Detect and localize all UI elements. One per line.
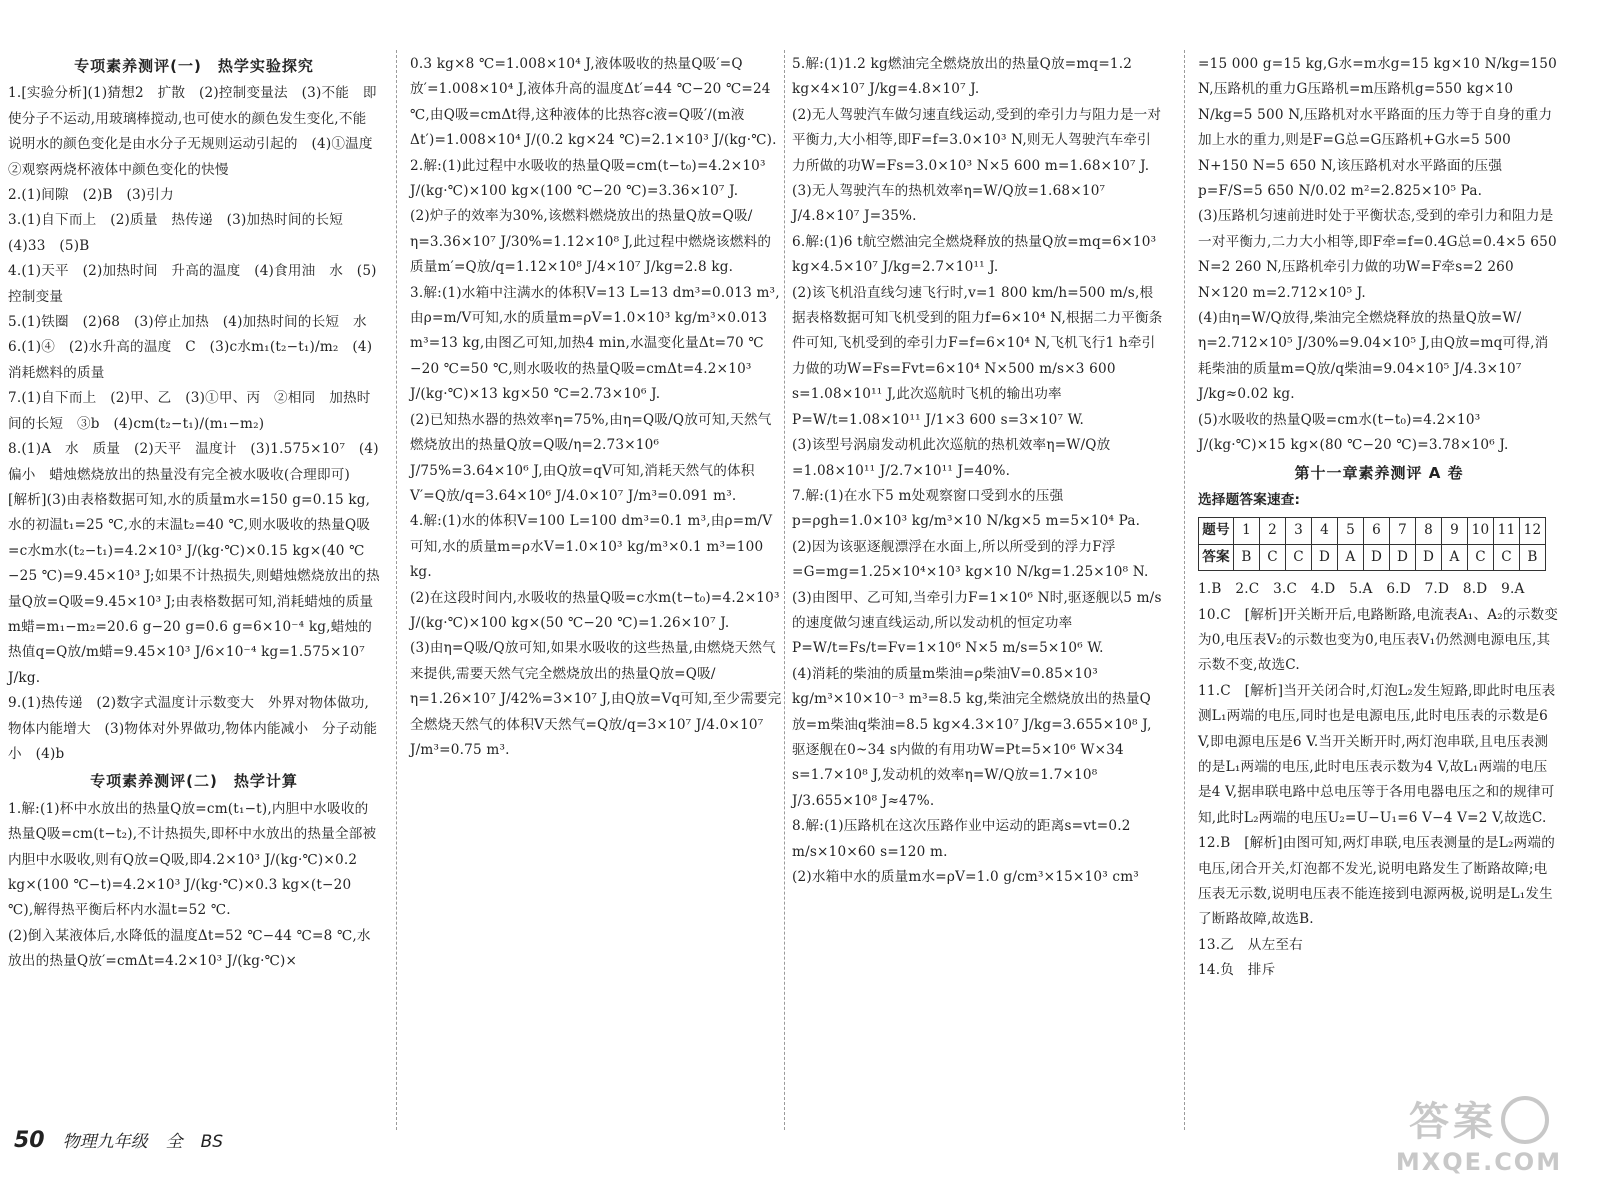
column-divider [1184, 50, 1185, 1130]
answer-item: (2)倒入某液体后,水降低的温度Δt=52 ℃−44 ℃=8 ℃,水放出的热量Q放′=cmΔt=4.2×10³ J/(kg·℃)× [8, 927, 371, 970]
table-cell: A [1338, 544, 1364, 570]
answer-item: 1.[实验分析](1)猜想2 扩散 (2)控制变量法 (3)不能 即使分子不运动,用玻璃棒搅动,也可使水的颜色发生变化,不能说明水的颜色变化是由水分子无规则运动引起的 (4)①温度 ②观察两烧杯液体中颜色变化的快慢 [8, 85, 387, 178]
answer-item: (2)该飞机沿直线匀速飞行时,v=1 800 km/h=500 m/s,根据表格数据可知飞机受到的阻力f=6×10⁴ N,根据二力平衡条件可知,飞机受到的牵引力F=f=6×10⁴ N,飞机飞行1 h牵引力做的功W=Fs=Fvt=6×10⁴ N×500 m/s×3 600 s=1.08×10¹¹ J,此次巡航时飞机的输出功率P=W/t=1.08×10¹¹ J/1×3 600 s=3×10⁷ W. [792, 284, 1163, 428]
quick-answer-label: 选择题答案速查: [1198, 491, 1301, 508]
answer-item: 7.解:(1)在水下5 m处观察窗口受到水的压强p=ρgh=1.0×10³ kg/m³×10 N/kg×5 m=5×10⁴ Pa. [792, 487, 1141, 530]
answer-item: 13.乙 从左至右 [1198, 936, 1303, 953]
answer-item: 8.解:(1)压路机在这次压路作业中运动的距离s=vt=0.2 m/s×10×60 s=120 m. [792, 818, 1131, 860]
answer-table [1198, 517, 1546, 571]
table-cell: 2 [1260, 518, 1286, 544]
column-divider [784, 50, 785, 1130]
answer-item: (3)由图甲、乙可知,当牵引力F=1×10⁶ N时,驱逐舰以5 m/s的速度做匀速直线运动,所以发动机的恒定功率P=W/t=Fs/t=Fv=1×10⁶ N×5 m/s=5×10⁶ W. [792, 589, 1162, 657]
answer-item: (2)无人驾驶汽车做匀速直线运动,受到的牵引力与阻力是一对平衡力,大小相等,即F=f=3.0×10³ N,则无人驾驶汽车牵引力所做的功W=Fs=3.0×10³ N×5 600 m=1.68×10⁷ J. [792, 106, 1162, 174]
table-cell: 5 [1338, 518, 1364, 544]
answer-item: 2.(1)间隙 (2)B (3)引力 [8, 187, 174, 204]
table-cell: C [1286, 544, 1312, 570]
table-cell: 8 [1416, 518, 1442, 544]
answer-item: 10.C [解析]开关断开后,电路断路,电流表A₁、A₂的示数变为0,电压表V₂的示数也变为0,电压表V₁仍然测电源电压,其示数不变,故选C. [1198, 606, 1559, 674]
answer-item: 6.解:(1)6 t航空燃油完全燃烧释放的热量Q放=mq=6×10³ kg×4.5×10⁷ J/kg=2.7×10¹¹ J. [792, 233, 1157, 276]
answer-item: (4)由η=W/Q放得,柴油完全燃烧释放的热量Q放=W/η=2.712×10⁵ J/30%=9.04×10⁵ J,由Q放=mq可得,消耗柴油的质量m=Q放/q柴油=9.04×10⁵ J/4.3×10⁷ J/kg≈0.02 kg. [1198, 310, 1549, 403]
watermark [1384, 1099, 1574, 1179]
table-cell: B [1520, 544, 1546, 570]
subject-label: 物理九年级 [62, 1132, 148, 1152]
watermark-logo [1384, 1099, 1574, 1148]
table-header-cell: 答案 [1199, 544, 1234, 570]
section-title-thermal-calculation: 专项素养测评(二) 热学计算 [90, 772, 298, 791]
answer-item: 3.解:(1)水箱中注满水的体积V=13 L=13 dm³=0.013 m³,由ρ=m/V可知,水的质量m=ρV=1.0×10³ kg/m³×0.013 m³=13 kg,由图乙可知,加热4 min,水温变化量Δt=70 ℃−20 ℃=50 ℃,则水吸收的热量Q吸=cmΔt=4.2×10³ J/(kg·℃)×13 kg×50 ℃=2.73×10⁶ J. [410, 284, 780, 403]
watermark-circle-icon [1501, 1096, 1549, 1144]
section-title-thermal-experiment: 专项素养测评(一) 热学实验探究 [74, 57, 314, 75]
column-3 [792, 52, 1164, 890]
column-2 [410, 52, 782, 763]
section-title-chapter-11: 第十一章素养测评 A 卷 [1294, 463, 1464, 482]
answer-item: (3)压路机匀速前进时处于平衡状态,受到的牵引力和阻力是一对平衡力,二力大小相等,即F牵=f=0.4G总=0.4×5 650 N=2 260 N,压路机牵引力做的功W=F牵s=2 260 N×120 m=2.712×10⁵ J. [1198, 208, 1557, 301]
table-cell: 4 [1312, 518, 1338, 544]
answer-item: 14.负 排斥 [1198, 962, 1276, 979]
answer-item: (2)已知热水器的热效率η=75%,由η=Q吸/Q放可知,天然气燃烧放出的热量Q放=Q吸/η=2.73×10⁶ J/75%=3.64×10⁶ J,由Q放=qV可知,消耗天然气的体积V′=Q放/q=3.64×10⁶ J/4.0×10⁷ J/m³=0.091 m³. [410, 411, 772, 504]
answer-item: (2)因为该驱逐舰漂浮在水面上,所以所受到的浮力F浮=G=mg=1.25×10⁴×10³ kg×10 N/kg=1.25×10⁸ N. [792, 538, 1149, 581]
answer-item: (2)在这段时间内,水吸收的热量Q吸=c水m(t−t₀)=4.2×10³ J/(kg·℃)×100 kg×(50 ℃−20 ℃)=1.26×10⁷ J. [410, 589, 780, 631]
answer-item: 9.(1)热传递 (2)数字式温度计示数变大 外界对物体做功,物体内能增大 (3)物体对外界做功,物体内能减小 分子动能 小 (4)b [8, 695, 392, 762]
answer-item: 12.B [解析]由图可知,两灯串联,电压表测量的是L₂两端的电压,闭合开关,灯泡都不发光,说明电路发生了断路故障;电压表无示数,说明电压表不能连接到电源两极,说明是L₁发生了断路故障,故选B. [1198, 835, 1556, 928]
answer-item: 7.(1)自下而上 (2)甲、乙 (3)①甲、丙 ②相同 加热时间的长短 ③b (4)cm(t₂−t₁)/(m₁−m₂) [8, 390, 371, 432]
edition-label: BS [200, 1132, 224, 1152]
answer-item: 6.(1)④ (2)水升高的温度 C (3)c水m₁(t₂−t₁)/m₂ (4)消耗燃料的质量 [8, 339, 373, 381]
table-cell: 9 [1442, 518, 1468, 544]
table-cell: B [1234, 544, 1260, 570]
page-number: 50 [14, 1128, 45, 1153]
answer-item: (5)水吸收的热量Q吸=cm水(t−t₀)=4.2×10³ J/(kg·℃)×15 kg×(80 ℃−20 ℃)=3.78×10⁶ J. [1198, 411, 1509, 454]
table-header-cell: 题号 [1199, 518, 1234, 544]
watermark-url: MXQE.COM [1395, 1148, 1563, 1176]
column-1 [8, 52, 392, 975]
answer-item: 0.3 kg×8 ℃=1.008×10⁴ J,液体吸收的热量Q吸′=Q放′=1.008×10⁴ J,液体升高的温度Δt′=44 ℃−20 ℃=24 ℃,由Q吸=cmΔt得,这种液体的比热容c液=Q吸′/(m液Δt′)=1.008×10⁴ J/(0.2 kg×24 ℃)=2.1×10³ J/(kg·℃). [410, 56, 777, 149]
table-cell: D [1364, 544, 1390, 570]
answer-item: 3.(1)自下而上 (2)质量 热传递 (3)加热时间的长短 (4)33 (5)B [8, 212, 357, 254]
answer-item: 8.(1)A 水 质量 (2)天平 温度计 (3)1.575×10⁷ (4)偏小 蜡烛燃烧放出的热量没有完全被水吸收(合理即可) [解析](3)由表格数据可知,水的质量m水=150 g=0.15 kg,水的初温t₁=25 ℃,水的末温t₂=40 ℃,则水吸收的热量Q吸=c水m水(t₂−t₁)=4.2×10³ J/(kg·℃)×0.15 kg×(40 ℃−25 ℃)=9.45×10³ J;如果不计热损失,则蜡烛燃烧放出的热量Q放=Q吸=9.45×10³ J;由表格数据可知,消耗蜡烛的质量m蜡=m₁−m₂=20.6 g−20 g=0.6 g=6×10⁻⁴ kg,蜡烛的热值q=Q放/m蜡=9.45×10³ J/6×10⁻⁴ kg=1.575×10⁷ J/kg. [8, 441, 380, 686]
table-cell: D [1416, 544, 1442, 570]
table-row [1199, 544, 1546, 570]
answer-item: (2)炉子的效率为30%,该燃料燃烧放出的热量Q放=Q吸/η=3.36×10⁷ J/30%=1.12×10⁸ J,此过程中燃烧该燃料的质量m′=Q放/q=1.12×10⁸ J/4×10⁷ J/kg=2.8 kg. [410, 208, 772, 276]
answer-item: 1.解:(1)杯中水放出的热量Q放=cm(t₁−t),内胆中水吸收的热量Q吸=cm(t−t₂),不计热损失,即杯中水放出的热量全部被内胆中水吸收,则有Q放=Q吸,即4.2×10³ J/(kg·℃)×0.2 kg×(100 ℃−t)=4.2×10³ J/(kg·℃)×0.3 kg×(t−20 ℃),解得热平衡后杯内水温t=52 ℃. [8, 800, 377, 919]
answer-item: 4.(1)天平 (2)加热时间 升高的温度 (4)食用油 水 (5)控制变量 [8, 263, 377, 305]
column-4 [1198, 52, 1560, 984]
table-cell: A [1442, 544, 1468, 570]
table-cell: 3 [1286, 518, 1312, 544]
answer-item: (3)无人驾驶汽车的热机效率η=W/Q放=1.68×10⁷ J/4.8×10⁷ J=35%. [792, 183, 1106, 225]
answer-item: 5.解:(1)1.2 kg燃油完全燃烧放出的热量Q放=mq=1.2 kg×4×10⁷ J/kg=4.8×10⁷ J. [792, 56, 1133, 98]
answer-item: 4.解:(1)水的体积V=100 L=100 dm³=0.1 m³,由ρ=m/V可知,水的质量m=ρ水V=1.0×10³ kg/m³×0.1 m³=100 kg. [410, 513, 773, 581]
table-cell: 1 [1234, 518, 1260, 544]
table-cell: D [1312, 544, 1338, 570]
answer-item: =15 000 g=15 kg,G水=m水g=15 kg×10 N/kg=150 N,压路机的重力G压路机=m压路机g=550 kg×10 N/kg=5 500 N,压路机对水平路面的压力等于自身的重力加上水的重力,则是F=G总=G压路机+G水=5 500 N+150 N=5 650 N,该压路机对水平路面的压强p=F/S=5 650 N/0.02 m²=2.825×10⁵ Pa. [1198, 56, 1557, 200]
table-cell: 12 [1520, 518, 1546, 544]
volume-label: 全 [165, 1132, 183, 1152]
table-cell: D [1390, 544, 1416, 570]
column-divider [396, 50, 397, 1130]
answer-item: (4)消耗的柴油的质量m柴油=ρ柴油V=0.85×10³ kg/m³×10×10⁻³ m³=8.5 kg,柴油完全燃烧放出的热量Q放=m柴油q柴油=8.5 kg×4.3×10⁷ J/kg=3.655×10⁸ J,驱逐舰在0~34 s内做的有用功W=Pt=5×10⁶ W×34 s=1.7×10⁸ J,发动机的效率η=W/Q放=1.7×10⁸ J/3.655×10⁸ J≈47%. [792, 665, 1152, 809]
answer-item: 2.解:(1)此过程中水吸收的热量Q吸=cm(t−t₀)=4.2×10³ J/(kg·℃)×100 kg×(100 ℃−20 ℃)=3.36×10⁷ J. [410, 157, 766, 200]
answer-item: (3)该型号涡扇发动机此次巡航的热机效率η=W/Q放=1.08×10¹¹ J/2.7×10¹¹ J=40%. [792, 437, 1111, 479]
table-cell: C [1494, 544, 1520, 570]
answer-item: 11.C [解析]当开关闭合时,灯泡L₂发生短路,即此时电压表测L₁两端的电压,同时也是电源电压,此时电压表的示数是6 V,即电源电压是6 V.当开关断开时,两灯泡串联,且电压表测的是L₁两端的电压,此时电压表示数为4 V,故L₁两端的电压是4 V,据串联电路中总电压等于各用电器电压之和的规律可知,此时L₂两端的电压U₂=U−U₁=6 V−4 V=2 V,故选C. [1198, 682, 1556, 826]
table-cell: C [1468, 544, 1494, 570]
answer-item: 1.B 2.C 3.C 4.D 5.A 6.D 7.D 8.D 9.A [1198, 581, 1525, 598]
watermark-logo-text: 答案 [1409, 1099, 1497, 1145]
page-footer [14, 1127, 223, 1153]
answer-item: 5.(1)铁圈 (2)68 (3)停止加热 (4)加热时间的长短 水 [8, 314, 367, 331]
table-cell: C [1260, 544, 1286, 570]
table-cell: 11 [1494, 518, 1520, 544]
table-cell: 6 [1364, 518, 1390, 544]
answer-item: (3)由η=Q吸/Q放可知,如果水吸收的这些热量,由燃烧天然气来提供,需要天然气完全燃烧放出的热量Q放=Q吸/η=1.26×10⁷ J/42%=3×10⁷ J,由Q放=Vq可知,至少需要完全燃烧天然气的体积V天然气=Q放/q=3×10⁷ J/4.0×10⁷ J/m³=0.75 m³. [410, 640, 782, 758]
table-cell: 7 [1390, 518, 1416, 544]
table-row [1199, 518, 1546, 544]
table-cell: 10 [1468, 518, 1494, 544]
answer-item: (2)水箱中水的质量m水=ρV=1.0 g/cm³×15×10³ cm³ [792, 869, 1139, 885]
